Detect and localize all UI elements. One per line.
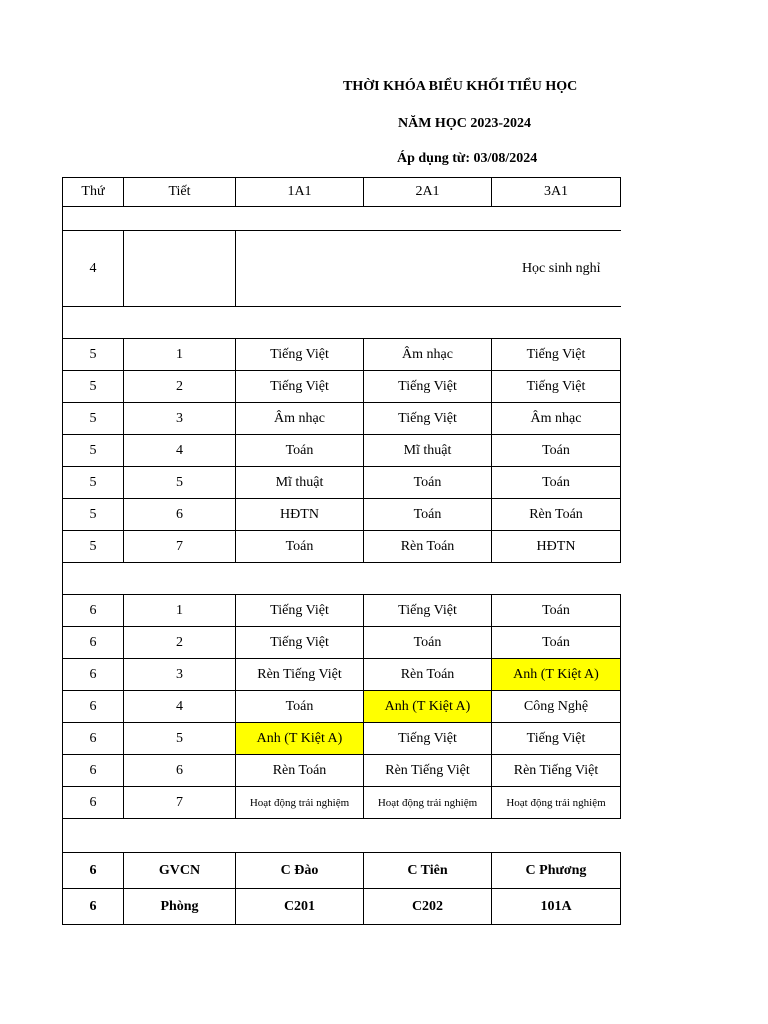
class-1a1-cell: Toán	[236, 691, 364, 723]
table-row	[63, 339, 621, 371]
separator-row	[63, 307, 621, 339]
period-cell: 5	[124, 467, 236, 499]
effective-date: Áp dụng từ: 03/08/2024	[397, 151, 538, 166]
class-3a1-cell: Toán	[492, 627, 621, 659]
class-2a1-cell: Toán	[364, 467, 492, 499]
period-cell: 2	[124, 627, 236, 659]
gvcn-1a1: C Đào	[236, 853, 364, 889]
class-2a1-cell: Hoạt động trải nghiệm	[364, 787, 492, 819]
day-cell: 5	[63, 467, 124, 499]
class-1a1-cell: Tiếng Việt	[236, 371, 364, 403]
table-row	[63, 371, 621, 403]
class-3a1-cell: HĐTN	[492, 531, 621, 563]
period-cell: 1	[124, 595, 236, 627]
gvcn-day: 6	[63, 853, 124, 889]
class-2a1-cell: Tiếng Việt	[364, 371, 492, 403]
room-3a1: 101A	[492, 889, 621, 925]
thursday-rows	[63, 339, 621, 563]
class-1a1-cell: Anh (T Kiệt A)	[236, 723, 364, 755]
class-1a1-cell: HĐTN	[236, 499, 364, 531]
school-year: NĂM HỌC 2023-2024	[398, 116, 531, 131]
class-2a1-cell: Tiếng Việt	[364, 723, 492, 755]
period-cell: 2	[124, 371, 236, 403]
class-2a1-cell: Mĩ thuật	[364, 435, 492, 467]
separator-cell	[63, 207, 621, 231]
class-1a1-cell: Toán	[236, 531, 364, 563]
day-cell: 6	[63, 723, 124, 755]
period-cell: 4	[124, 435, 236, 467]
class-2a1-cell: Tiếng Việt	[364, 595, 492, 627]
table-row	[63, 467, 621, 499]
separator-row	[63, 819, 621, 853]
class-3a1-cell: Toán	[492, 435, 621, 467]
gvcn-3a1: C Phương	[492, 853, 621, 889]
room-2a1: C202	[364, 889, 492, 925]
class-3a1-cell: Công Nghệ	[492, 691, 621, 723]
class-3a1-cell: Tiếng Việt	[492, 339, 621, 371]
day-cell: 6	[63, 659, 124, 691]
room-row	[63, 889, 621, 925]
class-2a1-cell: Rèn Toán	[364, 531, 492, 563]
day-off-row	[63, 231, 621, 307]
class-2a1-cell: Anh (T Kiệt A)	[364, 691, 492, 723]
class-2a1-cell: Tiếng Việt	[364, 403, 492, 435]
class-1a1-cell: Mĩ thuật	[236, 467, 364, 499]
class-3a1-cell: Âm nhạc	[492, 403, 621, 435]
day-cell: 5	[63, 435, 124, 467]
class-1a1-cell: Rèn Toán	[236, 755, 364, 787]
separator-cell	[63, 563, 621, 595]
day-cell: 6	[63, 691, 124, 723]
header-cell-thu: Thứ	[63, 178, 124, 207]
day-cell: 5	[63, 339, 124, 371]
period-cell: 7	[124, 787, 236, 819]
separator-row	[63, 207, 621, 231]
room-1a1: C201	[236, 889, 364, 925]
class-2a1-cell: Âm nhạc	[364, 339, 492, 371]
period-cell: 7	[124, 531, 236, 563]
table-row	[63, 659, 621, 691]
table-row	[63, 595, 621, 627]
period-cell: 6	[124, 755, 236, 787]
period-cell: 5	[124, 723, 236, 755]
class-3a1-cell: Rèn Tiếng Việt	[492, 755, 621, 787]
day-off-note: Học sinh nghỉ	[236, 231, 621, 307]
header-cell-tiet: Tiết	[124, 178, 236, 207]
gvcn-2a1: C Tiên	[364, 853, 492, 889]
class-1a1-cell: Tiếng Việt	[236, 595, 364, 627]
timetable	[62, 177, 621, 925]
table-row	[63, 435, 621, 467]
class-3a1-cell: Tiếng Việt	[492, 371, 621, 403]
class-1a1-cell: Âm nhạc	[236, 403, 364, 435]
period-cell: 3	[124, 403, 236, 435]
class-3a1-cell: Rèn Toán	[492, 499, 621, 531]
separator-cell	[63, 819, 621, 853]
class-1a1-cell: Tiếng Việt	[236, 339, 364, 371]
class-1a1-cell: Tiếng Việt	[236, 627, 364, 659]
period-cell: 6	[124, 499, 236, 531]
header-cell-2a1: 2A1	[364, 178, 492, 207]
class-2a1-cell: Rèn Toán	[364, 659, 492, 691]
table-row	[63, 499, 621, 531]
table-row	[63, 627, 621, 659]
day-cell: 6	[63, 787, 124, 819]
class-3a1-cell: Toán	[492, 595, 621, 627]
class-3a1-cell: Toán	[492, 467, 621, 499]
period-cell: 1	[124, 339, 236, 371]
class-1a1-cell: Hoạt động trải nghiệm	[236, 787, 364, 819]
day-cell: 4	[63, 231, 124, 307]
class-3a1-cell: Anh (T Kiệt A)	[492, 659, 621, 691]
table-row	[63, 723, 621, 755]
period-cell: 4	[124, 691, 236, 723]
class-1a1-cell: Rèn Tiếng Việt	[236, 659, 364, 691]
period-cell	[124, 231, 236, 307]
table-row	[63, 787, 621, 819]
gvcn-row	[63, 853, 621, 889]
header-cell-1a1: 1A1	[236, 178, 364, 207]
class-1a1-cell: Toán	[236, 435, 364, 467]
table-row	[63, 403, 621, 435]
day-cell: 6	[63, 595, 124, 627]
class-2a1-cell: Toán	[364, 499, 492, 531]
room-label: Phòng	[124, 889, 236, 925]
header-cell-3a1: 3A1	[492, 178, 621, 207]
day-cell: 5	[63, 371, 124, 403]
day-cell: 6	[63, 755, 124, 787]
day-cell: 5	[63, 403, 124, 435]
header-row	[63, 178, 621, 207]
class-3a1-cell: Hoạt động trải nghiệm	[492, 787, 621, 819]
period-cell: 3	[124, 659, 236, 691]
separator-cell	[63, 307, 621, 339]
class-2a1-cell: Rèn Tiếng Việt	[364, 755, 492, 787]
separator-row	[63, 563, 621, 595]
table-row	[63, 531, 621, 563]
class-3a1-cell: Tiếng Việt	[492, 723, 621, 755]
class-2a1-cell: Toán	[364, 627, 492, 659]
friday-rows	[63, 595, 621, 819]
gvcn-label: GVCN	[124, 853, 236, 889]
day-cell: 5	[63, 531, 124, 563]
document-title: THỜI KHÓA BIỂU KHỐI TIỂU HỌC	[343, 79, 578, 94]
table-row	[63, 755, 621, 787]
day-cell: 5	[63, 499, 124, 531]
room-day: 6	[63, 889, 124, 925]
day-cell: 6	[63, 627, 124, 659]
table-row	[63, 691, 621, 723]
